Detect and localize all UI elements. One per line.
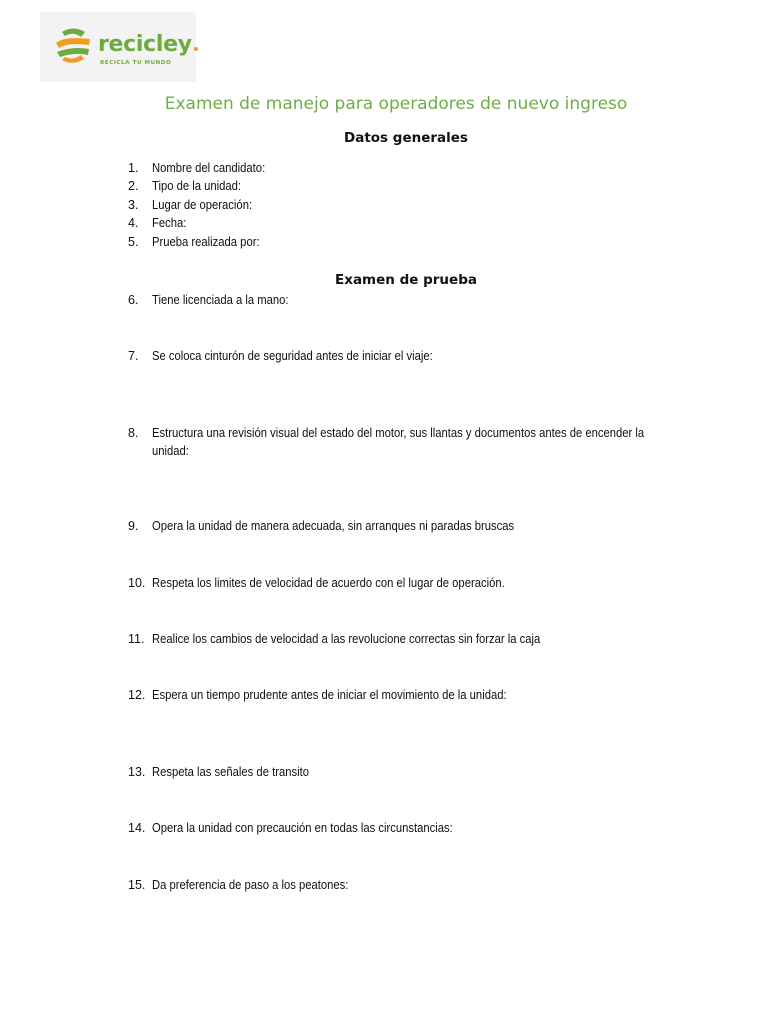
item-text: Prueba realizada por:: [152, 235, 260, 249]
list-item: [128, 876, 648, 894]
list-item: [128, 214, 648, 232]
item-text: Realice los cambios de velocidad a las revolucione correctas sin forzar la caja: [152, 632, 541, 646]
item-number: 15.: [128, 878, 146, 892]
item-number: 1.: [128, 161, 139, 175]
list-item: [128, 574, 648, 592]
item-number: 9.: [128, 519, 139, 533]
item-number: 4.: [128, 216, 139, 230]
item-number: 13.: [128, 765, 146, 779]
item-number: 5.: [128, 235, 139, 249]
item-number: 6.: [128, 293, 139, 307]
list-item: [128, 159, 648, 177]
list-item: [128, 686, 648, 704]
list-item: [128, 517, 648, 535]
item-number: 11.: [128, 632, 145, 646]
item-number: 8.: [128, 426, 139, 440]
section-heading-general: Datos generales: [344, 130, 468, 146]
section-heading-exam: Examen de prueba: [335, 272, 477, 288]
item-text: Tiene licenciada a la mano:: [152, 293, 289, 307]
item-text: Se coloca cinturón de seguridad antes de iniciar el viaje:: [152, 349, 433, 363]
item-text: Nombre del candidato:: [152, 161, 266, 175]
logo-wordmark: recicley: [98, 32, 198, 57]
item-number: 10.: [128, 576, 146, 590]
item-text: Respeta las señales de transito: [152, 765, 309, 779]
logo-tagline: RECICLA TU MUNDO: [100, 60, 172, 66]
list-item: [128, 291, 648, 309]
list-item: [128, 233, 648, 251]
item-number: 2.: [128, 179, 139, 193]
recycle-globe-icon: [54, 26, 92, 66]
list-item: [128, 630, 648, 648]
list-item: [128, 763, 648, 781]
item-text: Estructura una revisión visual del estado del motor, sus llantas y documentos antes de encender la unidad:: [152, 426, 645, 458]
item-number: 7.: [128, 349, 139, 363]
item-text: Lugar de operación:: [152, 198, 253, 212]
item-number: 3.: [128, 198, 139, 212]
list-item: [128, 177, 648, 195]
list-item: [128, 347, 648, 365]
item-text: Respeta los limites de velocidad de acuerdo con el lugar de operación.: [152, 576, 505, 590]
item-number: 12.: [128, 688, 146, 702]
list-item: [128, 819, 648, 837]
item-text: Espera un tiempo prudente antes de iniciar el movimiento de la unidad:: [152, 688, 507, 702]
logo-dot: [194, 47, 198, 51]
item-text: Tipo de la unidad:: [152, 179, 242, 193]
item-text: Da preferencia de paso a los peatones:: [152, 878, 349, 892]
item-text: Opera la unidad con precaución en todas las circunstancias:: [152, 821, 453, 835]
item-text: Fecha:: [152, 216, 187, 230]
list-item: [128, 196, 648, 214]
item-number: 14.: [128, 821, 146, 835]
list-item: [128, 424, 648, 460]
page-title: Examen de manejo para operadores de nuevo ingreso: [164, 94, 628, 114]
item-text: Opera la unidad de manera adecuada, sin arranques ni paradas bruscas: [152, 519, 515, 533]
company-logo: [40, 12, 196, 82]
